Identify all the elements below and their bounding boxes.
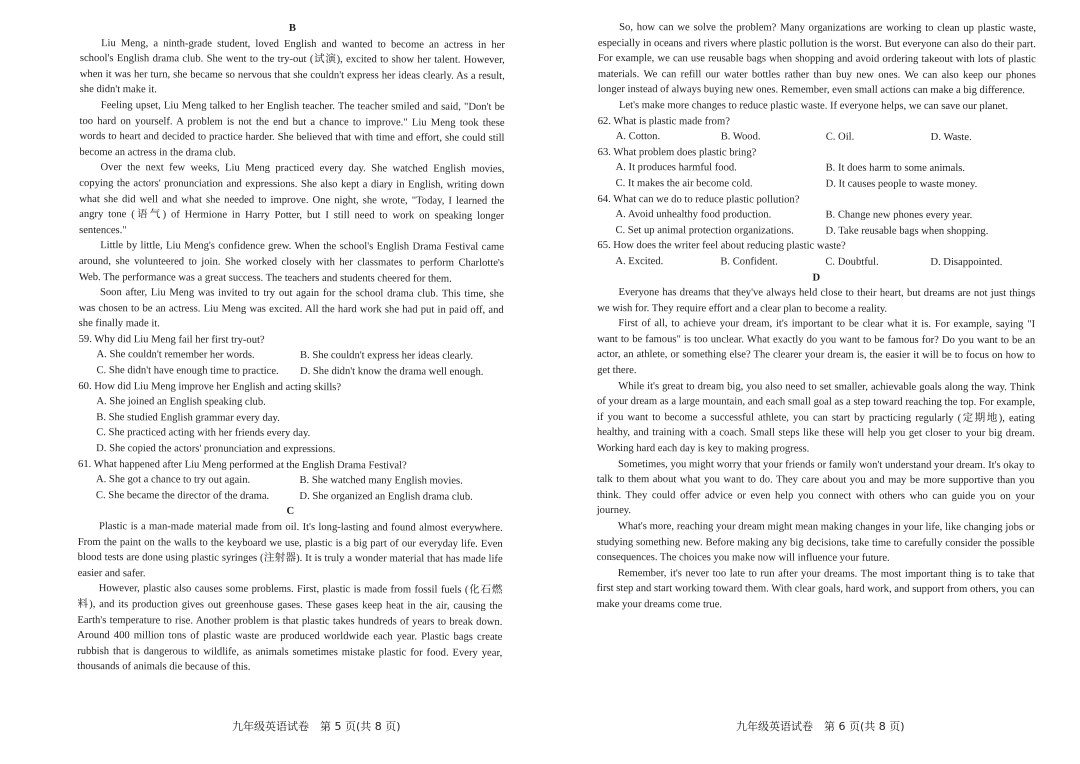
section-d-heading: D — [812, 272, 821, 284]
question-59-options — [78, 347, 503, 380]
option: C. Set up animal protection organizations. — [615, 224, 794, 237]
option: A. She joined an English speaking club. — [96, 396, 266, 409]
question-60-options — [78, 394, 503, 458]
section-b-heading: B — [288, 22, 297, 34]
option: C. Doubtful. — [825, 256, 879, 268]
option: D. She copied the actors' pronunciation and expressions. — [96, 443, 336, 456]
option: D. Waste. — [930, 132, 972, 144]
question-60: 60. How did Liu Meng improve her English and acting skills? — [78, 380, 342, 393]
option: B. It does harm to some animals. — [825, 162, 966, 175]
passage-d-paragraph: Everyone has dreams that they've always held close to their heart, but dreams are not just things we wish for. They require effort and a clear plan to become a reality. — [597, 287, 1036, 315]
question-61-options — [78, 472, 503, 505]
option: A. Excited. — [615, 255, 664, 268]
option: B. She watched many English movies. — [299, 475, 463, 487]
passage-d-paragraph: Sometimes, you might worry that your friends or family won't understand your dream. It's okay to talk to them about what you want to do. They care about you and may be more supportive than you think. They could offer advice or even help you connect with others who can guide you on your journey. — [596, 458, 1035, 517]
option: D. It causes people to waste money. — [825, 178, 978, 190]
passage-d-paragraph: First of all, to achieve your dream, it's important to be clear what it is. For example, saying "I want to be famous" is too unclear. What exactly do you want to be famous for? Do you want to be an actor, an athlete, or something else? The clearer your dream is, the easier it will be to focus on how to get there. — [597, 318, 1036, 377]
option: A. Cotton. — [615, 131, 661, 143]
question-62: 62. What is plastic made from? — [597, 115, 730, 127]
option: A. She couldn't remember her words. — [96, 349, 255, 362]
question-64: 64. What can we do to reduce plastic pollution? — [597, 193, 800, 206]
option: B. Confident. — [720, 256, 778, 268]
option: C. It makes the air become cold. — [615, 177, 753, 190]
option: C. She became the director of the drama. — [95, 489, 270, 502]
passage-c-paragraph: So, how can we solve the problem? Many organizations are working to clean up plastic waste, especially in oceans and rivers where plastic pollution is the worst. But everyone can also do their part. For example, we can use reusable bags when shopping and avoid ordering takeout with lots of plastic materials. We can refill our water bottles rather than buy new ones. We can also keep our phones longer instead of always buying new ones. Remember, even small actions can make a big difference. — [597, 22, 1036, 97]
option: D. She organized an English drama club. — [299, 490, 473, 503]
passage-c-paragraph: Plastic is a man-made material made from oil. It's long-lasting and found almost everywhere. From the paint on the walls to the keyboard we use, plastic is a big part of our everyday life. Even blood tests are done using plastic syringes (注射器). It is truly a wonder material that has made life easier and safer. — [77, 521, 503, 580]
question-65: 65. How does the writer feel about reducing plastic waste? — [597, 240, 846, 252]
passage-d-paragraph: What's more, reaching your dream might mean making changes in your life, like changing jobs or studying something new. Before making any big decisions, take time to carefully consider the possible consequences. The choices you make now will influence your future. — [596, 521, 1035, 564]
question-61: 61. What happened after Liu Meng performed at the English Drama Festival? — [78, 458, 407, 472]
option: A. Avoid unhealthy food production. — [615, 209, 772, 221]
passage-c-paragraph: However, plastic also causes some problems. First, plastic is made from fossil fuels (化石燃料), and its production gives out greenhouse gases. These gases keep heat in the air, causing the Earth's temperature to rise. Another problem is that plastic takes hundreds of years to break down. Around 400 million tons of plastic waste are produced worldwide each year. Plastic bags create rubbish that is dangerous to wildlife, as animals sometimes mistake plastic for food. Every year, thousands of animals die because of this. — [77, 583, 503, 674]
passage-b-paragraph: Feeling upset, Liu Meng talked to her English teacher. The teacher smiled and said, "Don't be too hard on yourself. A problem is not the end but a chance to improve." Liu Meng took these words to heart and decided to practice harder. She believed that with time and effort, she could still become an actress in the drama club. — [79, 100, 505, 159]
option: B. She studied English grammar every day. — [96, 411, 280, 424]
option: B. Change new phones every year. — [825, 209, 973, 222]
question-63: 63. What problem does plastic bring? — [597, 146, 757, 159]
page-footer-6: 九年级英语试卷 第 6 页(共 8 页) — [736, 720, 905, 733]
option: A. It produces harmful food. — [615, 162, 737, 174]
option: D. Take reusable bags when shopping. — [825, 225, 989, 237]
option: D. Disappointed. — [930, 256, 1003, 268]
option: C. She didn't have enough time to practice. — [96, 365, 279, 377]
passage-b-paragraph: Liu Meng, a ninth-grade student, loved English and wanted to become an actress in her school's English drama club. She went to the try-out (试演), excited to show her talent. However, when it was her turn, she became so nervous that she couldn't express her ideas clearly. As a result, she didn't make it. — [79, 37, 505, 96]
option: D. She didn't know the drama well enough. — [299, 366, 484, 378]
passage-b-paragraph: Soon after, Liu Meng was invited to try out again for the school drama club. This time, she was chosen to be an actress. Liu Meng was excited. All the hard work she had put in paid off, and she finally made it. — [78, 287, 504, 330]
question-64-options — [597, 207, 1035, 239]
passage-b-paragraph: Over the next few weeks, Liu Meng practiced every day. She watched English movies, copying the actors' pronunciation and expressions. She also kept a diary in English, writing down what she did well and what she needed to improve. One night, she wrote, "Today, I learned the angry tone (语气) of Hermione in Harry Potter, but I still need to work on speaking longer sentences." — [79, 162, 505, 236]
option: A. She got a chance to try out again. — [95, 474, 251, 486]
question-62-options — [598, 129, 1036, 146]
question-63-options — [598, 160, 1036, 192]
section-c-heading: C — [286, 506, 295, 518]
option: B. Wood. — [720, 131, 761, 143]
option: C. She practiced acting with her friends every day. — [96, 427, 311, 440]
question-59: 59. Why did Liu Meng fail her first try-out? — [78, 333, 265, 346]
option: B. She couldn't express her ideas clearly. — [300, 350, 474, 363]
page-6 — [596, 20, 1036, 711]
option: C. Oil. — [825, 131, 855, 143]
page-5 — [77, 20, 505, 712]
passage-c-paragraph: Let's make more changes to reduce plastic waste. If everyone helps, we can save our planet. — [618, 100, 1008, 113]
page-footer-5: 九年级英语试卷 第 5 页(共 8 页) — [232, 720, 401, 733]
question-65-options — [597, 254, 1035, 271]
passage-d-paragraph: While it's great to dream big, you also need to set smaller, achievable goals along the way. Think of your dream as a large mountain, and each small goal as a step toward reaching the top. For example, if you want to become a successful athlete, you can start by practicing regularly (定期地), eating healthy, and training with a coach. Small steps like these will help you get closer to your big dream. Working hard each day is key to making progress. — [596, 380, 1036, 455]
passage-d-paragraph: Remember, it's never too late to run after your dreams. The most important thing is to take that first step and start working toward them. With clear goals, hard work, and support from others, you can make your dreams come true. — [596, 567, 1035, 611]
passage-b-paragraph: Little by little, Liu Meng's confidence grew. When the school's English Drama Festival came around, she volunteered to join. She worked closely with her classmates to perform Charlotte's Web. The performance was a great success. The teachers and students cheered for them. — [78, 240, 505, 285]
